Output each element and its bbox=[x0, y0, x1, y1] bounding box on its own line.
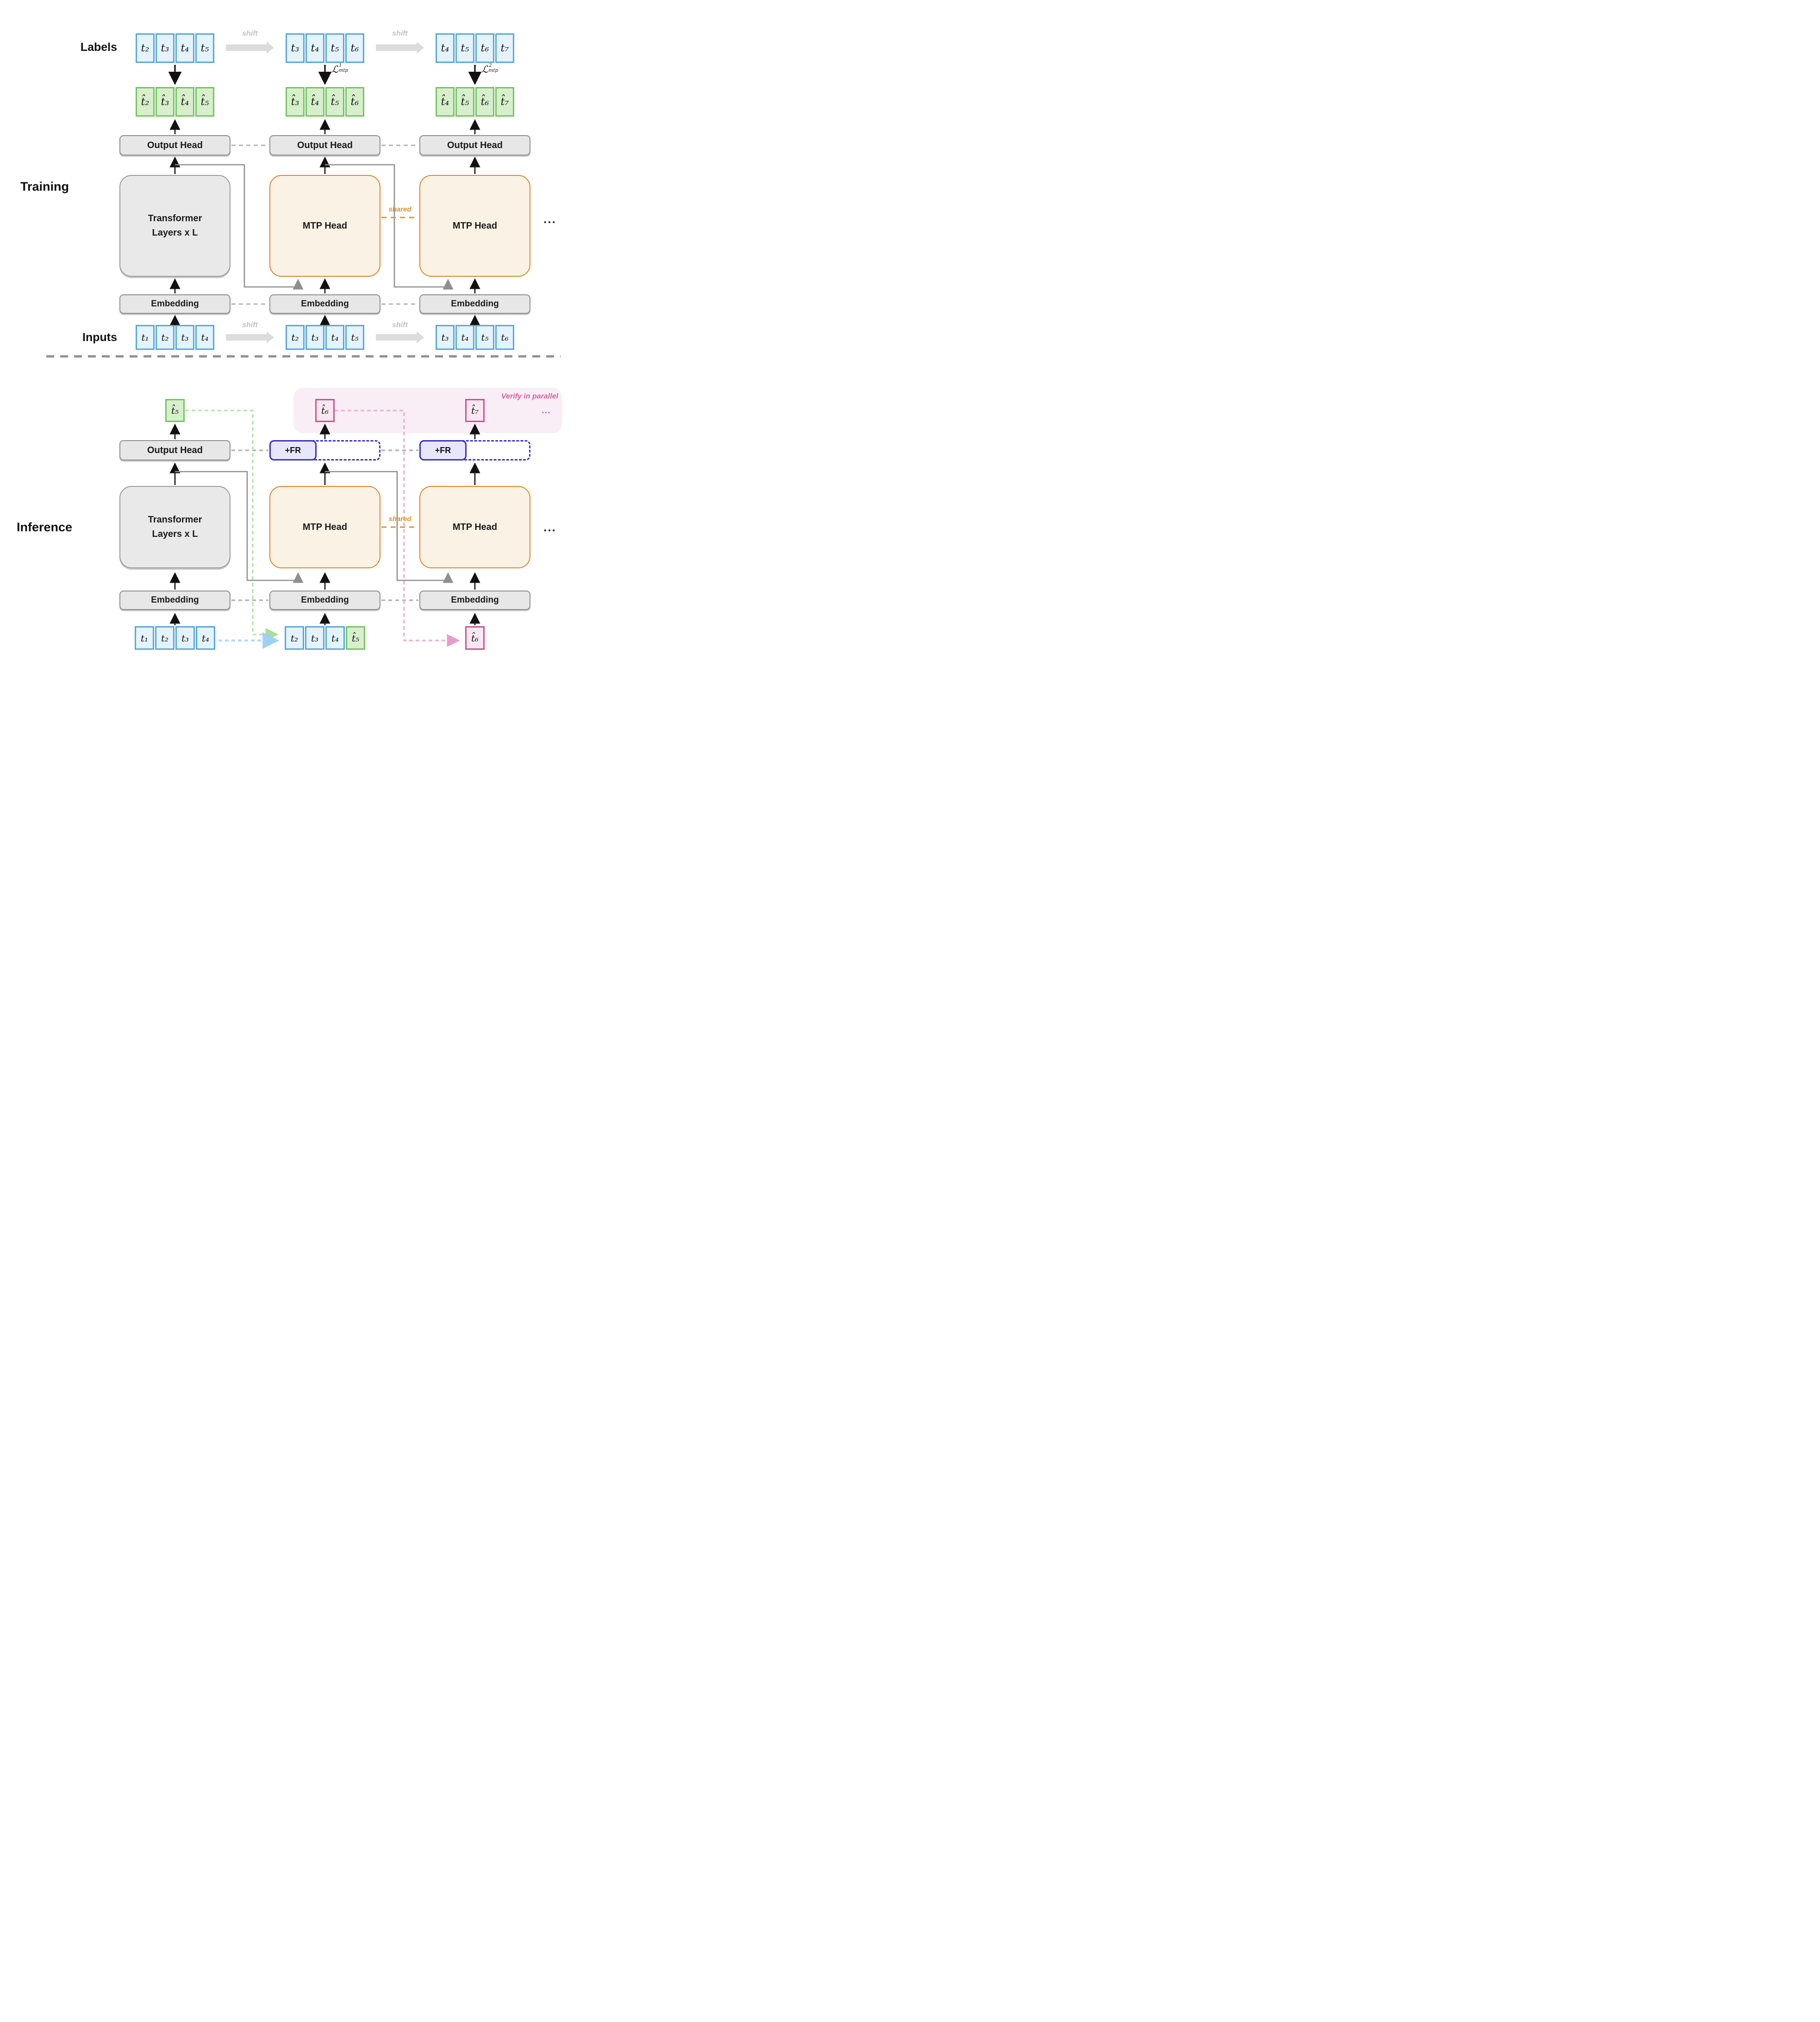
token-box: t₅ bbox=[325, 33, 344, 63]
mtp-loss-1-label bbox=[331, 64, 348, 75]
token-box: t̂₇ bbox=[495, 87, 514, 117]
shift-label: shift bbox=[242, 321, 258, 329]
mtp-head-label: MTP Head bbox=[452, 522, 498, 532]
token-box: t₄ bbox=[325, 325, 344, 350]
token-box: t₂ bbox=[286, 325, 305, 350]
mtp-head-label: MTP Head bbox=[302, 220, 348, 231]
training-section-label: Training bbox=[20, 180, 69, 193]
token-box: t̂₆ bbox=[345, 87, 364, 117]
shift-label: shift bbox=[392, 321, 408, 329]
more-heads-ellipsis: ... bbox=[543, 520, 556, 534]
mtp-head-box bbox=[269, 486, 380, 568]
preds-row-3 bbox=[436, 87, 514, 117]
fr-box: +FR bbox=[419, 440, 467, 460]
token-box: t₁ bbox=[136, 325, 155, 350]
token-box: t₃ bbox=[156, 33, 175, 63]
token-box: t₃ bbox=[175, 325, 194, 350]
shift-label: shift bbox=[242, 30, 258, 37]
token-box: t₄ bbox=[196, 626, 215, 650]
inference-input-t6: t̂₆ bbox=[465, 626, 485, 650]
token-box: t₅ bbox=[455, 33, 474, 63]
output-head-box: Output Head bbox=[119, 440, 231, 460]
loss-sub: mtp bbox=[339, 68, 349, 73]
token-box: t₂ bbox=[285, 626, 304, 650]
embedding-box: Embedding bbox=[419, 591, 530, 610]
token-box: t̂₄ bbox=[436, 87, 455, 117]
token-box: t₅ bbox=[195, 33, 214, 63]
token-box: t₄ bbox=[175, 33, 194, 63]
token-box: t₃ bbox=[305, 325, 324, 350]
embedding-box: Embedding bbox=[269, 591, 380, 610]
loss-sup: 2 bbox=[489, 63, 492, 68]
fr-box: +FR bbox=[269, 440, 317, 460]
verify-in-parallel-label: Verify in parallel bbox=[501, 392, 558, 400]
token-box: t₁ bbox=[135, 626, 154, 650]
loss-symbol: ℒ bbox=[331, 64, 339, 75]
token-box: t₆ bbox=[345, 33, 364, 63]
token-box: t₃ bbox=[286, 33, 305, 63]
token-box: t₄ bbox=[325, 626, 345, 650]
token-box: t₄ bbox=[455, 325, 474, 350]
inference-inputs-row-1 bbox=[135, 626, 215, 650]
verify-ellipsis: ... bbox=[542, 405, 551, 416]
token-box: t̂₆ bbox=[475, 87, 494, 117]
loss-sup: 1 bbox=[339, 63, 342, 68]
embedding-box: Embedding bbox=[119, 591, 231, 610]
more-heads-ellipsis: ... bbox=[543, 212, 556, 226]
token-box: t̂₅ bbox=[195, 87, 214, 117]
token-box: t₂ bbox=[156, 325, 175, 350]
token-box: t₂ bbox=[136, 33, 155, 63]
token-box: t₂ bbox=[155, 626, 175, 650]
predicted-token-t7: t̂₇ bbox=[465, 399, 485, 422]
token-box: t₅ bbox=[475, 325, 494, 350]
transformer-layers-box bbox=[119, 175, 231, 277]
token-box: t₆ bbox=[475, 33, 494, 63]
mtp-head-label: MTP Head bbox=[452, 220, 498, 231]
transformer-label-line2: Layers x L bbox=[152, 228, 198, 238]
inputs-caption: Inputs bbox=[82, 331, 117, 344]
embedding-box: Embedding bbox=[419, 294, 530, 314]
transformer-label-line1: Transformer bbox=[148, 213, 202, 224]
token-box: t₇ bbox=[495, 33, 514, 63]
token-box: t₃ bbox=[175, 626, 195, 650]
embedding-box: Embedding bbox=[269, 294, 380, 314]
labels-row-3 bbox=[436, 33, 514, 63]
mtp-loss-2-label bbox=[481, 64, 498, 75]
loss-symbol: ℒ bbox=[481, 64, 489, 75]
preds-row-1 bbox=[136, 87, 214, 117]
mtp-head-box bbox=[419, 486, 530, 568]
mtp-head-box bbox=[419, 175, 530, 277]
token-box: t̂₅ bbox=[325, 87, 344, 117]
shared-label: shared bbox=[388, 205, 411, 213]
loss-sub: mtp bbox=[489, 68, 499, 73]
token-box: t₄ bbox=[436, 33, 455, 63]
mtp-architecture-diagram bbox=[0, 0, 607, 674]
inputs-row-2 bbox=[286, 325, 364, 350]
inference-section-label: Inference bbox=[17, 520, 73, 534]
transformer-layers-box bbox=[119, 486, 231, 568]
transformer-label-line1: Transformer bbox=[148, 515, 202, 525]
embedding-box: Embedding bbox=[119, 294, 231, 314]
inputs-row-3 bbox=[436, 325, 514, 350]
token-box: t₄ bbox=[195, 325, 214, 350]
predicted-token-t5: t̂₅ bbox=[165, 399, 185, 422]
inputs-row-1 bbox=[136, 325, 214, 350]
shift-label: shift bbox=[392, 30, 408, 37]
predicted-token-t6: t̂₆ bbox=[315, 399, 335, 422]
labels-caption: Labels bbox=[80, 41, 117, 54]
token-box: t₄ bbox=[305, 33, 324, 63]
shared-label: shared bbox=[388, 515, 411, 523]
output-head-box: Output Head bbox=[119, 135, 231, 156]
mtp-head-label: MTP Head bbox=[302, 522, 348, 532]
token-box: t̂₅ bbox=[455, 87, 474, 117]
transformer-label-line2: Layers x L bbox=[152, 529, 198, 539]
token-box: t₅ bbox=[345, 325, 364, 350]
labels-row-2 bbox=[286, 33, 364, 63]
token-box: t̂₅ bbox=[346, 626, 365, 650]
output-head-box: Output Head bbox=[269, 135, 380, 156]
token-box: t₃ bbox=[305, 626, 324, 650]
token-box: t₃ bbox=[436, 325, 455, 350]
preds-row-2 bbox=[286, 87, 364, 117]
token-box: t̂₃ bbox=[156, 87, 175, 117]
token-box: t₆ bbox=[495, 325, 514, 350]
inference-inputs-row-2 bbox=[285, 626, 365, 650]
mtp-head-box bbox=[269, 175, 380, 277]
token-box: t̂₄ bbox=[175, 87, 194, 117]
token-box: t̂₄ bbox=[305, 87, 324, 117]
labels-row-1 bbox=[136, 33, 214, 63]
token-box: t̂₃ bbox=[286, 87, 305, 117]
output-head-box: Output Head bbox=[419, 135, 530, 156]
token-box: t̂₂ bbox=[136, 87, 155, 117]
